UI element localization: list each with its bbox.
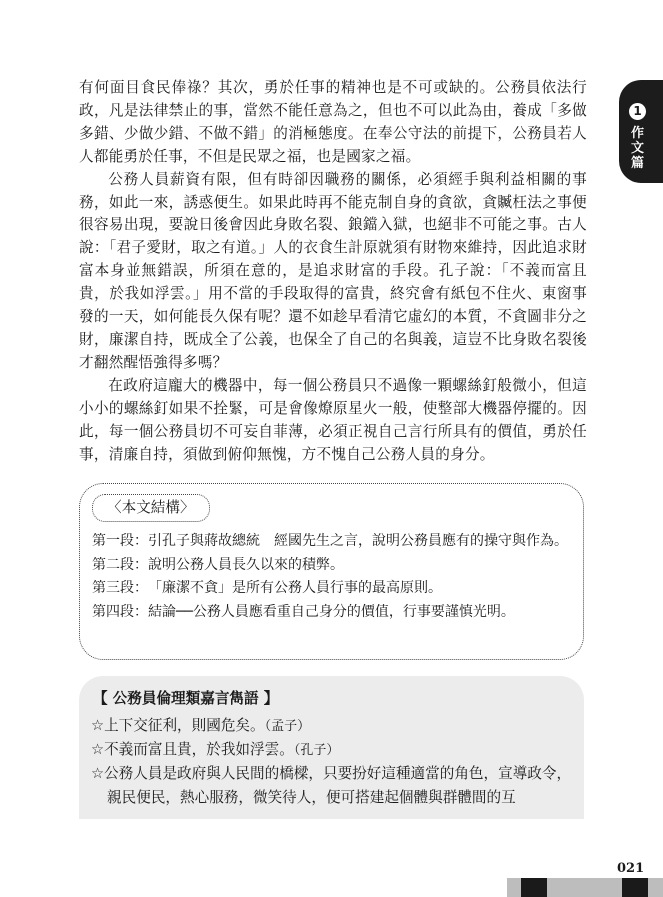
footer-bar-dark <box>622 878 648 897</box>
structure-item-label: 第三段： <box>92 580 148 596</box>
structure-item <box>92 601 572 625</box>
structure-box <box>79 483 584 660</box>
structure-list <box>92 530 572 624</box>
structure-item-text: 「廉潔不貪」是所有公務人員行事的最高原則。 <box>148 580 442 596</box>
quotes-title: 【 公務員倫理類嘉言雋語 】 <box>93 690 279 707</box>
structure-item <box>92 577 572 601</box>
page-number: 021 <box>617 861 645 876</box>
structure-title: 〈本文結構〉 <box>92 494 210 522</box>
quote-text: ☆上下交征利，則國危矣。 <box>91 717 265 734</box>
chapter-label: 作文篇 <box>630 126 644 171</box>
chapter-tab <box>619 80 663 183</box>
quote-source: （孔子） <box>293 743 340 759</box>
paragraph-2: 公務人員薪資有限，但有時卻因職務的關係，必須經手與利益相關的事務，如此一來，誘惑便生。如果此時再不能克制自身的貪欲，貪贓枉法之事便很容易出現，要說日後會因此身敗名裂、鋃鐺入獄，也絕非不可能之事。古人說：「君子愛財，取之有道。」人的衣食生計原就須有財物來維持，因此追求財富本身並無錯誤，所須在意的，是追求財富的手段。孔子說：「不義而富且貴，於我如浮雲。」用不當的手段取得的富貴，終究會有紙包不住火、東窗事發的一天，如何能長久保有呢？還不如趁早看清它虛幻的本質，不貪圖非分之財，廉潔自持，既成全了公義，也保全了自己的名與義，這豈不比身敗名裂後才翻然醒悟強得多嗎？ <box>79 170 587 371</box>
chapter-number-badge: 1 <box>629 103 646 120</box>
quote-item <box>91 738 575 762</box>
structure-item-text: 引孔子與蔣故總統 經國先生之言，說明公務員應有的操守與作為。 <box>148 533 568 549</box>
quote-text: ☆不義而富且貴，於我如浮雲。 <box>91 741 294 759</box>
quotes-box <box>79 676 584 819</box>
structure-item-text: 結論──公務人員應看重自己身分的價值，行事要謹慎光明。 <box>148 603 515 620</box>
paragraph-3: 在政府這龐大的機器中，每一個公務員只不過像一顆螺絲釘般微小，但這小小的螺絲釘如果不拴緊，可是會像燎原星火一般，使整部大機器停擺的。因此，每一個公務員切不可妄自菲薄，必須正視自己言行所具有的價值，勇於任事，清廉自持，須做到俯仰無愧，方不愧自己公務人員的身分。 <box>79 376 587 463</box>
structure-item-label: 第二段： <box>92 556 148 573</box>
quotes-list <box>91 714 575 809</box>
structure-item <box>92 554 572 578</box>
quote-text: ☆公務人員是政府與人民間的橋樑，只要扮好這種適當的角色，宣導政令，親民便民，熱心服務，微笑待人，便可搭建起個體與群體間的互 <box>91 765 572 806</box>
structure-item-label: 第四段： <box>92 603 148 620</box>
quote-item <box>91 762 575 808</box>
essay-body <box>79 77 587 466</box>
quote-source: （孟子） <box>264 719 311 734</box>
paragraph-1: 有何面目食民俸祿？其次，勇於任事的精神也是不可或缺的。公務員依法行政，凡是法律禁止的事，當然不能任意為之，但也不可以此為由，養成「多做多錯、少做少錯、不做不錯」的消極態度。在奉公守法的前提下，公務員若人人都能勇於任事，不但是民眾之福，也是國家之福。 <box>79 79 587 165</box>
footer-bar-dark <box>521 878 547 897</box>
structure-item <box>92 530 572 554</box>
structure-item-text: 說明公務人員長久以來的積弊。 <box>148 556 344 573</box>
quote-item <box>91 714 575 738</box>
structure-item-label: 第一段： <box>92 533 148 549</box>
